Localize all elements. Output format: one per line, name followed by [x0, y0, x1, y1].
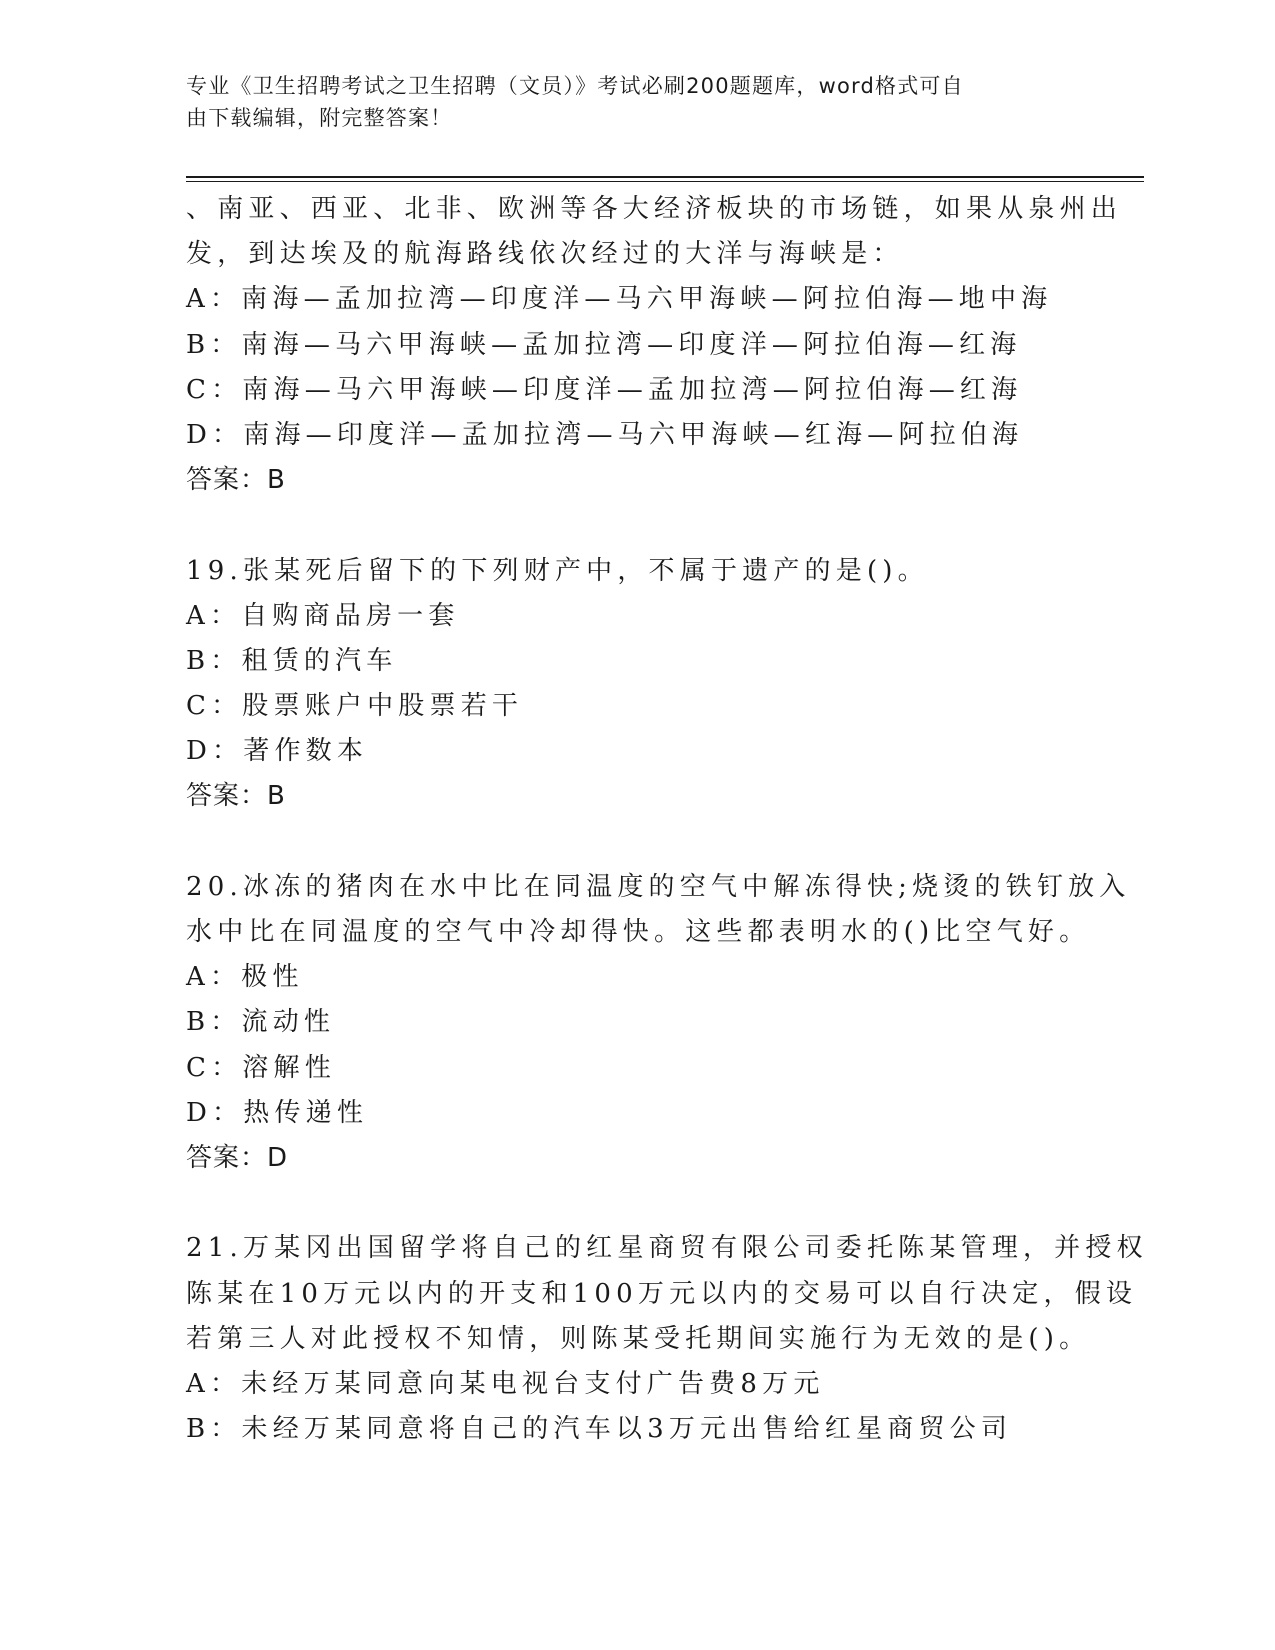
option-d: D：热传递性: [186, 1097, 369, 1128]
header-line-2: 由下载编辑，附完整答案！: [186, 106, 453, 130]
option-b: B：租赁的汽车: [186, 645, 398, 676]
answer-line: 答案：B: [186, 465, 286, 496]
question-stem-line: 20.冰冻的猪肉在水中比在同温度的空气中解冻得快;烧烫的铁钉放入: [186, 871, 1131, 902]
answer-line: 答案：B: [186, 781, 286, 812]
question-list: [186, 187, 1148, 1452]
option-c: C：南海—马六甲海峡—印度洋—孟加拉湾—阿拉伯海—红海: [186, 374, 1023, 405]
question-stem-line: 陈某在10万元以内的开支和100万元以内的交易可以自行决定，假设: [186, 1278, 1138, 1309]
option-a: A：南海—孟加拉湾—印度洋—马六甲海峡—阿拉伯海—地中海: [186, 284, 1053, 315]
option-d: D：著作数本: [186, 736, 369, 767]
spacer: [186, 503, 1076, 548]
question-stem-line: 发，到达埃及的航海路线依次经过的大洋与海峡是：: [186, 239, 904, 270]
option-d: D：南海—印度洋—孟加拉湾—马六甲海峡—红海—阿拉伯海: [186, 419, 1024, 450]
question-block-20: [186, 865, 1131, 1181]
question-stem-line: 19.张某死后留下的下列财产中，不属于遗产的是()。: [186, 555, 929, 586]
question-block-19: [186, 549, 1076, 820]
question-block-21: [186, 1226, 1148, 1452]
header-line-1: 专业《卫生招聘考试之卫生招聘（文员）》考试必刷200题题库，word格式可自: [186, 74, 964, 98]
question-stem-line: 若第三人对此授权不知情，则陈某受托期间实施行为无效的是()。: [186, 1323, 1091, 1354]
option-a: A：未经万某同意向某电视台支付广告费8万元: [186, 1368, 825, 1399]
option-a: A：自购商品房一套: [186, 600, 460, 631]
header-divider-top: [186, 176, 1144, 178]
header-divider-bottom: [186, 181, 1144, 182]
answer-line: 答案：D: [186, 1142, 289, 1173]
question-block-18: [186, 187, 1123, 503]
option-a: A：极性: [186, 962, 304, 993]
question-stem-line: 21.万某冈出国留学将自己的红星商贸有限公司委托陈某管理，并授权: [186, 1233, 1148, 1264]
option-b: B：流动性: [186, 1007, 336, 1038]
spacer: [186, 1181, 1076, 1226]
option-c: C：溶解性: [186, 1052, 336, 1083]
spacer: [186, 820, 1076, 865]
option-b: B：南海—马六甲海峡—孟加拉湾—印度洋—阿拉伯海—红海: [186, 329, 1022, 360]
question-stem-line: 水中比在同温度的空气中冷却得快。这些都表明水的()比空气好。: [186, 917, 1091, 947]
option-b: B：未经万某同意将自己的汽车以3万元出售给红星商贸公司: [186, 1414, 1013, 1445]
question-stem-line: 、南亚、西亚、北非、欧洲等各大经济板块的市场链，如果从泉州出: [186, 194, 1123, 224]
option-c: C：股票账户中股票若干: [186, 691, 524, 722]
document-header: [186, 70, 1066, 134]
